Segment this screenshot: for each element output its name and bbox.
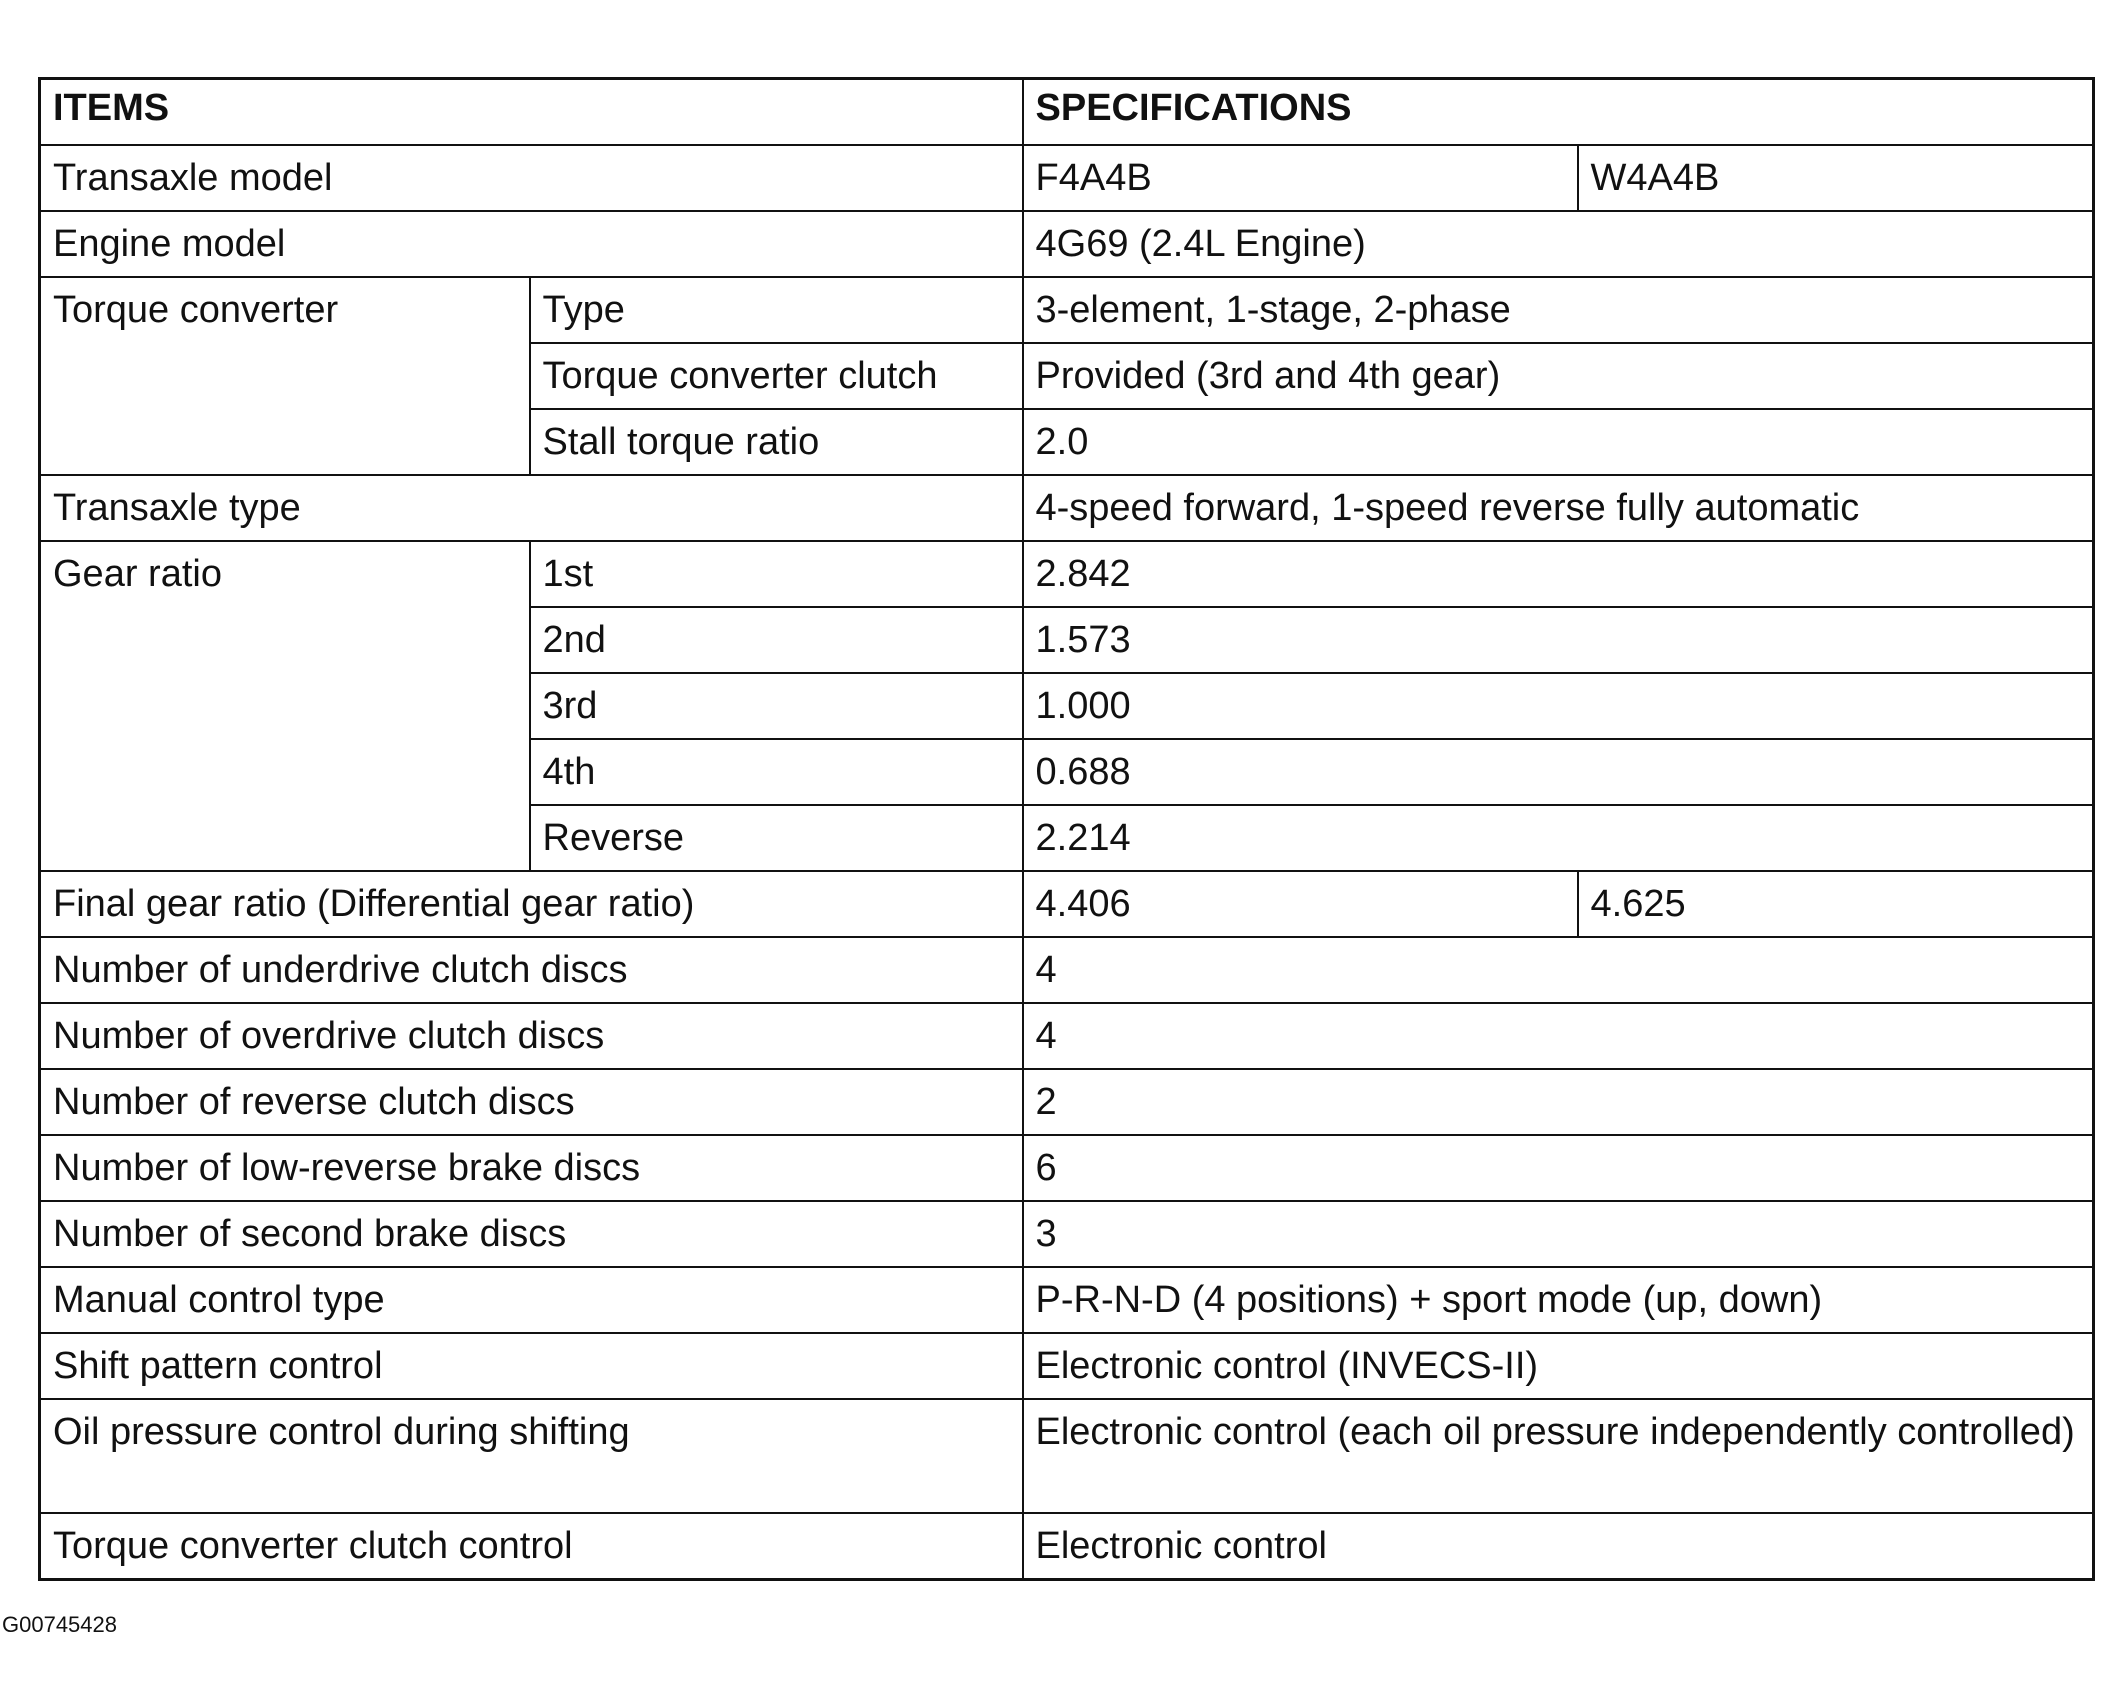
table-row xyxy=(40,1135,2094,1201)
row-value: Electronic control (INVECS-II) xyxy=(1023,1333,2094,1399)
row-label: Gear ratio xyxy=(40,541,530,871)
row-value: 3-element, 1-stage, 2-phase xyxy=(1023,277,2094,343)
row-label: Transaxle type xyxy=(40,475,1023,541)
row-value: 0.688 xyxy=(1023,739,2094,805)
row-value: 2.0 xyxy=(1023,409,2094,475)
row-value: 4.625 xyxy=(1578,871,2094,937)
row-sublabel: Torque converter clutch xyxy=(530,343,1023,409)
row-sublabel: Stall torque ratio xyxy=(530,409,1023,475)
row-label: Manual control type xyxy=(40,1267,1023,1333)
row-label: Number of underdrive clutch discs xyxy=(40,937,1023,1003)
table-row xyxy=(40,1069,2094,1135)
row-label: Transaxle model xyxy=(40,145,1023,211)
row-value: P-R-N-D (4 positions) + sport mode (up, down) xyxy=(1023,1267,2094,1333)
row-value: 2.842 xyxy=(1023,541,2094,607)
specifications-table xyxy=(38,77,2095,1581)
row-value: 4G69 (2.4L Engine) xyxy=(1023,211,2094,277)
table-row xyxy=(40,1513,2094,1580)
row-value: 3 xyxy=(1023,1201,2094,1267)
table-row xyxy=(40,541,2094,607)
table-row xyxy=(40,1201,2094,1267)
header-items: ITEMS xyxy=(40,79,1023,146)
table-header-row xyxy=(40,79,2094,146)
row-value: 2.214 xyxy=(1023,805,2094,871)
table-row xyxy=(40,1267,2094,1333)
row-value: 6 xyxy=(1023,1135,2094,1201)
row-sublabel: 3rd xyxy=(530,673,1023,739)
row-value: Provided (3rd and 4th gear) xyxy=(1023,343,2094,409)
row-sublabel: Reverse xyxy=(530,805,1023,871)
row-sublabel: Type xyxy=(530,277,1023,343)
row-label: Number of overdrive clutch discs xyxy=(40,1003,1023,1069)
table-row xyxy=(40,1003,2094,1069)
row-value: 1.000 xyxy=(1023,673,2094,739)
table-row xyxy=(40,1333,2094,1399)
row-label: Final gear ratio (Differential gear ratio) xyxy=(40,871,1023,937)
row-value: 4 xyxy=(1023,937,2094,1003)
row-label: Number of second brake discs xyxy=(40,1201,1023,1267)
table-row xyxy=(40,937,2094,1003)
row-value: Electronic control (each oil pressure independently controlled) xyxy=(1023,1399,2094,1513)
table-row xyxy=(40,277,2094,343)
row-label: Number of reverse clutch discs xyxy=(40,1069,1023,1135)
row-sublabel: 2nd xyxy=(530,607,1023,673)
row-sublabel: 1st xyxy=(530,541,1023,607)
row-label: Torque converter clutch control xyxy=(40,1513,1023,1580)
row-label: Shift pattern control xyxy=(40,1333,1023,1399)
row-label: Torque converter xyxy=(40,277,530,475)
row-value: 4-speed forward, 1-speed reverse fully automatic xyxy=(1023,475,2094,541)
row-value: Electronic control xyxy=(1023,1513,2094,1580)
row-value: 4 xyxy=(1023,1003,2094,1069)
row-value: 4.406 xyxy=(1023,871,1578,937)
table-row xyxy=(40,871,2094,937)
row-sublabel: 4th xyxy=(530,739,1023,805)
row-value: 1.573 xyxy=(1023,607,2094,673)
figure-id: G00745428 xyxy=(2,1612,117,1637)
header-specifications: SPECIFICATIONS xyxy=(1023,79,2094,146)
row-value: F4A4B xyxy=(1023,145,1578,211)
row-value: W4A4B xyxy=(1578,145,2094,211)
table-row xyxy=(40,475,2094,541)
table-row xyxy=(40,145,2094,211)
row-value: 2 xyxy=(1023,1069,2094,1135)
table-row xyxy=(40,1399,2094,1513)
row-label: Number of low-reverse brake discs xyxy=(40,1135,1023,1201)
row-label: Engine model xyxy=(40,211,1023,277)
row-label: Oil pressure control during shifting xyxy=(40,1399,1023,1513)
table-row xyxy=(40,211,2094,277)
